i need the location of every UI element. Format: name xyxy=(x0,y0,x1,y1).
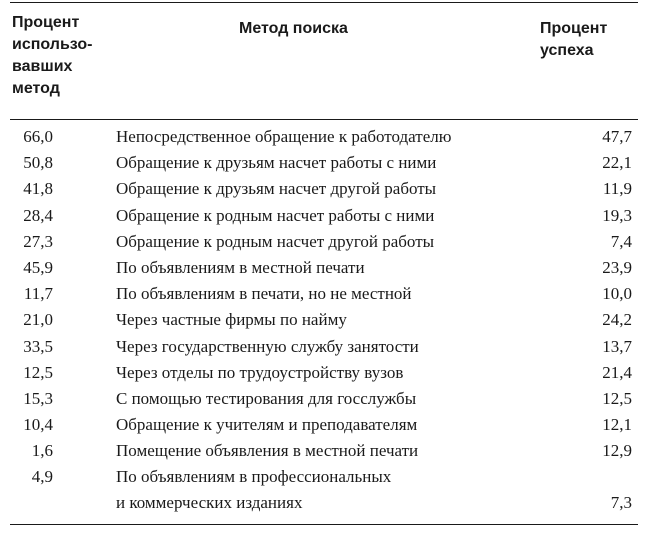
search-method-line: По объявлениям в профессиональных xyxy=(116,467,392,487)
percent-used-cell: 4,9 xyxy=(31,467,53,487)
header-percent-success-line: успеха xyxy=(540,42,594,59)
table-row xyxy=(10,176,638,202)
percent-success-cell: 22,1 xyxy=(602,153,632,173)
search-method-line: Обращение к учителям и преподавателям xyxy=(116,415,418,435)
header-percent-success-line: Процент xyxy=(540,20,608,37)
header-search-method: Метод поиска xyxy=(239,20,348,37)
header-percent-used-line: метод xyxy=(12,80,60,97)
search-method-cell xyxy=(116,203,546,229)
percent-used-cell: 15,3 xyxy=(23,388,53,408)
search-method-line: Через частные фирмы по найму xyxy=(116,310,347,330)
percent-success-cell: 7,4 xyxy=(610,231,632,251)
percent-success-cell: 11,9 xyxy=(602,179,632,199)
percent-used-cell: 66,0 xyxy=(23,127,53,146)
percent-success-cell: 12,9 xyxy=(602,441,632,461)
table-row xyxy=(10,360,638,386)
header-percent-used-line: Процент xyxy=(12,14,80,31)
percent-used-cell: 1,6 xyxy=(31,441,53,461)
percent-used-cell: 33,5 xyxy=(23,336,53,356)
header-percent-used xyxy=(12,12,112,100)
search-method-cell xyxy=(116,438,546,464)
search-method-cell xyxy=(116,464,546,516)
percent-success-cell: 23,9 xyxy=(602,257,632,277)
table-row xyxy=(10,150,638,176)
search-method-cell xyxy=(116,229,546,255)
search-method-cell xyxy=(116,386,546,412)
table-row xyxy=(10,438,638,464)
search-method-line: Через государственную службу занятости xyxy=(116,336,419,356)
percent-used-cell: 45,9 xyxy=(23,257,53,277)
search-method-line: Обращение к родным насчет работы с ними xyxy=(116,205,435,225)
search-method-line: и коммерческих изданиях xyxy=(116,493,303,513)
table-bottom-rule xyxy=(10,524,638,525)
percent-used-cell: 28,4 xyxy=(23,205,53,225)
table-row xyxy=(10,334,638,360)
search-method-line: Обращение к друзьям насчет другой работы xyxy=(116,179,437,199)
search-method-cell xyxy=(116,255,546,281)
header-percent-used-line: вавших xyxy=(12,58,73,75)
search-method-line: С помощью тестирования для госслужбы xyxy=(116,388,417,408)
percent-used-cell: 41,8 xyxy=(23,179,53,199)
header-percent-used-line: использо- xyxy=(12,36,93,53)
percent-used-cell: 12,5 xyxy=(23,362,53,382)
percent-success-cell: 12,1 xyxy=(602,415,632,435)
percent-used-cell: 10,4 xyxy=(23,415,53,435)
percent-used-cell: 11,7 xyxy=(23,284,53,304)
table-top-rule xyxy=(10,2,638,3)
search-method-line: По объявлениям в местной печати xyxy=(116,257,365,277)
percent-success-cell: 47,7 xyxy=(602,127,632,146)
search-method-cell xyxy=(116,360,546,386)
table-row xyxy=(10,203,638,229)
table-row xyxy=(10,386,638,412)
search-method-line: Обращение к друзьям насчет работы с ними xyxy=(116,153,437,173)
search-method-line: Обращение к родным насчет другой работы xyxy=(116,231,435,251)
percent-success-cell: 12,5 xyxy=(602,388,632,408)
table-row xyxy=(10,412,638,438)
percent-used-cell: 27,3 xyxy=(23,231,53,251)
percent-success-cell: 19,3 xyxy=(602,205,632,225)
table-row xyxy=(10,255,638,281)
percent-used-cell: 50,8 xyxy=(23,153,53,173)
percent-success-cell: 13,7 xyxy=(602,336,632,356)
search-method-line: По объявлениям в печати, но не местной xyxy=(116,284,412,304)
search-method-cell xyxy=(116,176,546,202)
search-method-cell xyxy=(116,334,546,360)
search-method-cell xyxy=(116,412,546,438)
search-method-cell xyxy=(116,307,546,333)
header-rule xyxy=(10,119,638,120)
search-method-line: Помещение объявления в местной печати xyxy=(116,441,419,461)
search-method-line: Через отделы по трудоустройству вузов xyxy=(116,362,404,382)
percent-used-cell: 21,0 xyxy=(23,310,53,330)
search-method-cell xyxy=(116,150,546,176)
table-row xyxy=(10,281,638,307)
search-method-line: Непосредственное обращение к работодателю xyxy=(116,127,452,146)
percent-success-cell: 24,2 xyxy=(602,310,632,330)
table-row xyxy=(10,229,638,255)
table-row xyxy=(10,307,638,333)
table-row xyxy=(10,464,638,516)
search-method-cell xyxy=(116,124,546,150)
percent-success-cell: 21,4 xyxy=(602,362,632,382)
search-method-cell xyxy=(116,281,546,307)
table-body xyxy=(10,124,638,516)
header-percent-success xyxy=(540,18,640,62)
percent-success-cell: 10,0 xyxy=(602,284,632,304)
table-row xyxy=(10,124,638,150)
percent-success-cell: 7,3 xyxy=(610,493,632,513)
